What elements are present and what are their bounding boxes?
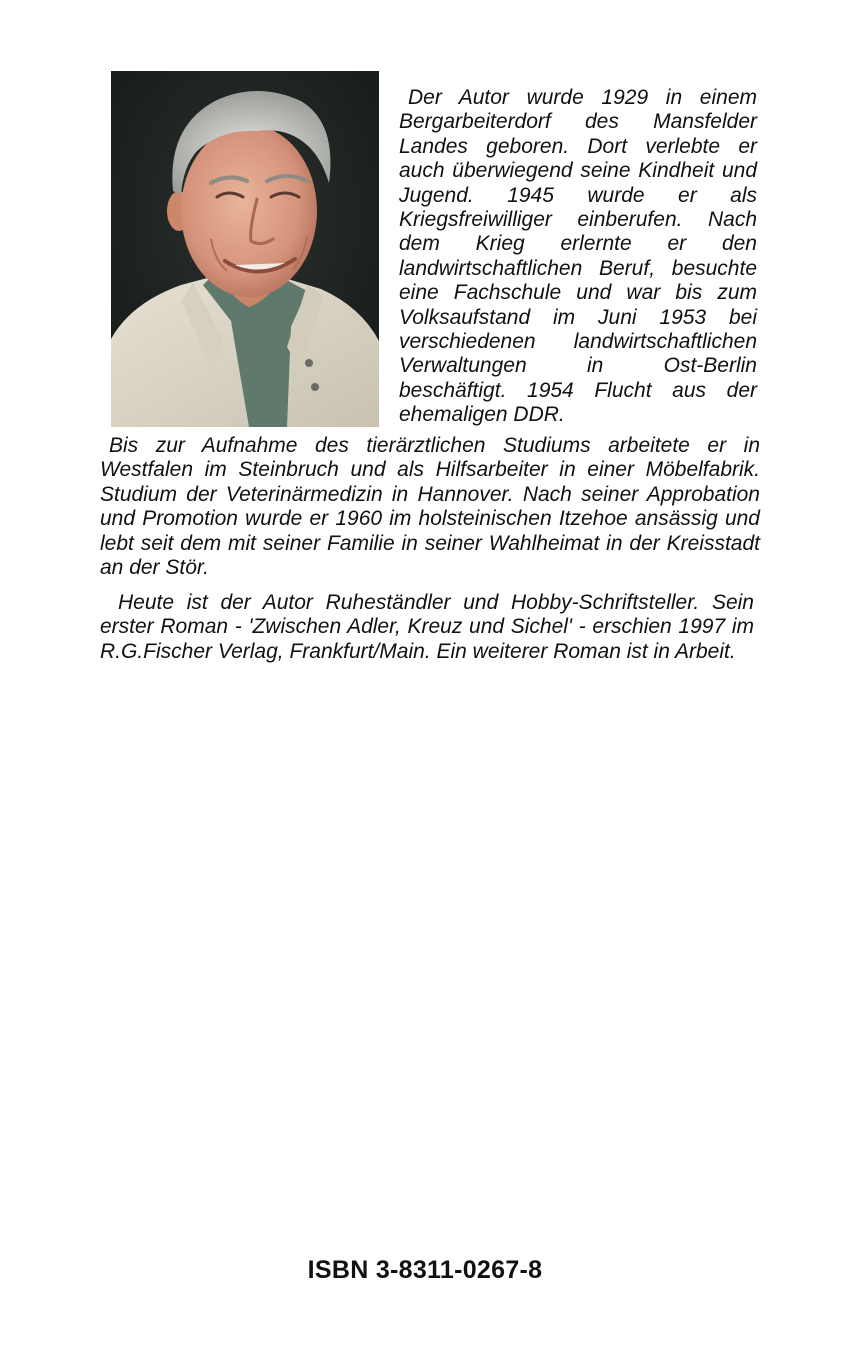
isbn-number: ISBN 3-8311-0267-8 <box>307 1256 543 1284</box>
bio-paragraph-3: Heute ist der Autor Ruheständler und Hobby-Schriftsteller. Sein erster Roman - 'Zwischen Adler, Kreuz und Sichel' - erschien 1997 im R.G.Fischer Verlag, Frankfurt/Main. Ein weiterer Roman ist in Arbeit. <box>100 591 754 663</box>
bio-paragraph-2: Bis zur Aufnahme des tierärztlichen Studiums arbeitete er in Westfalen im Steinbruch und als Hilfsarbeiter in einer Möbelfabrik. Studium der Veterinärmedizin in Hannover. Nach seiner Approbation und Promotion wurde er 1960 im holsteinischen Itzehoe ansässig und lebt seit dem mit seiner Familie in seiner Wahlheimat in der Kreisstadt an der Stör. <box>100 434 760 580</box>
author-photo <box>111 71 379 427</box>
bio-paragraph-1: Der Autor wurde 1929 in einem Bergarbeiterdorf des Mansfelder Landes geboren. Dort verlebte er auch überwiegend seine Kindheit und Jugend. 1945 wurde er als Kriegsfreiwilliger einberufen. Nach dem Krieg erlernte er den landwirtschaftlichen Beruf, besuchte eine Fachschule und war bis zum Volksaufstand im Juni 1953 bei verschiedenen landwirtschaftlichen Verwaltungen in Ost-Berlin beschäftigt. 1954 Flucht aus der ehemaligen DDR. <box>399 86 757 427</box>
author-portrait-image <box>111 71 379 427</box>
